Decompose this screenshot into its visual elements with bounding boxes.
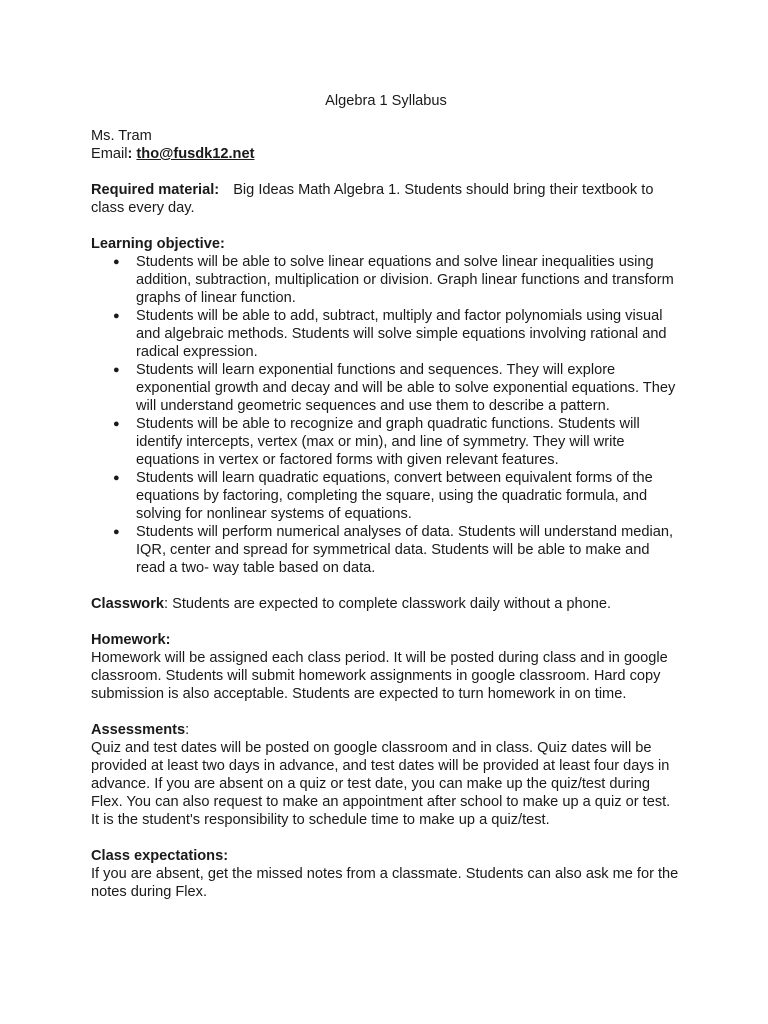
document-title: Algebra 1 Syllabus <box>325 93 447 109</box>
list-item <box>113 253 681 307</box>
objective-text: Students will perform numerical analyses of data. Students will understand median, IQR, center and spread for symmetrical data. Students will be able to make and read a two- way table based on data. <box>136 524 674 576</box>
list-item <box>113 469 681 523</box>
classwork-text: : Students are expected to complete classwork daily without a phone. <box>164 596 611 612</box>
required-material-text: Big Ideas Math Algebra 1. Students should bring their textbook to class every day. <box>91 182 654 216</box>
list-item <box>113 361 681 415</box>
email-label: Email <box>91 146 128 162</box>
bullet-icon: ● <box>113 256 120 268</box>
learning-objective-label: Learning objective: <box>91 236 225 252</box>
class-expectations-section <box>91 847 681 901</box>
bullet-icon: ● <box>113 418 120 430</box>
class-expectations-text: If you are absent, get the missed notes from a classmate. Students can also ask me for the notes during Flex. <box>91 866 679 900</box>
email-link[interactable]: tho@fusdk12.net <box>136 146 255 162</box>
syllabus-document <box>91 92 681 901</box>
objective-text: Students will learn exponential functions and sequences. They will explore exponential growth and decay and will be able to solve exponential equations. They will understand geometric sequences and use them to describe a pattern. <box>136 362 676 414</box>
email-line <box>91 145 681 163</box>
teacher-name: Ms. Tram <box>91 128 152 144</box>
bullet-icon: ● <box>113 310 120 322</box>
list-item <box>113 523 681 577</box>
objective-text: Students will be able to solve linear equations and solve linear inequalities using addition, subtraction, multiplication or division. Graph linear functions and transform graphs of linear function. <box>136 254 674 306</box>
classwork-label: Classwork <box>91 596 165 612</box>
classwork-section <box>91 595 681 613</box>
assessments-section <box>91 721 681 829</box>
class-expectations-label: Class expectations: <box>91 848 229 864</box>
teacher-block <box>91 127 681 163</box>
bullet-icon: ● <box>113 364 120 376</box>
assessments-colon: : <box>185 722 190 738</box>
email-colon: : <box>127 146 137 162</box>
assessments-label: Assessments <box>91 722 186 738</box>
objectives-list <box>91 253 681 577</box>
homework-text: Homework will be assigned each class period. It will be posted during class and in google classroom. Students will submit homework assignments in google classroom. Hard copy submission is also acceptable. Students are expected to turn homework in on time. <box>91 650 668 702</box>
learning-objective-section <box>91 235 681 577</box>
homework-label: Homework: <box>91 632 171 648</box>
list-item <box>113 415 681 469</box>
list-item <box>113 307 681 361</box>
bullet-icon: ● <box>113 472 120 484</box>
homework-section <box>91 631 681 703</box>
objective-text: Students will be able to recognize and graph quadratic functions. Students will identify intercepts, vertex (max or min), and line of symmetry. They will write equations in vertex or factored forms with given relevant features. <box>136 416 640 468</box>
objective-text: Students will learn quadratic equations, convert between equivalent forms of the equations by factoring, completing the square, using the quadratic formula, and solving for nonlinear systems of equations. <box>136 470 653 522</box>
required-material-section <box>91 181 681 217</box>
assessments-text: Quiz and test dates will be posted on google classroom and in class. Quiz dates will be provided at least two days in advance, and test dates will be provided at least four days in advance. If you are absent on a quiz or test date, you can make up the quiz/test during Flex. You can also request to make an appointment after school to make up a quiz or test. It is the student's responsibility to schedule time to make up a quiz/test. <box>91 740 671 828</box>
bullet-icon: ● <box>113 526 120 538</box>
required-material-label: Required material: <box>91 182 220 198</box>
objective-text: Students will be able to add, subtract, multiply and factor polynomials using visual and algebraic methods. Students will solve simple equations involving rational and radical expression. <box>136 308 667 360</box>
